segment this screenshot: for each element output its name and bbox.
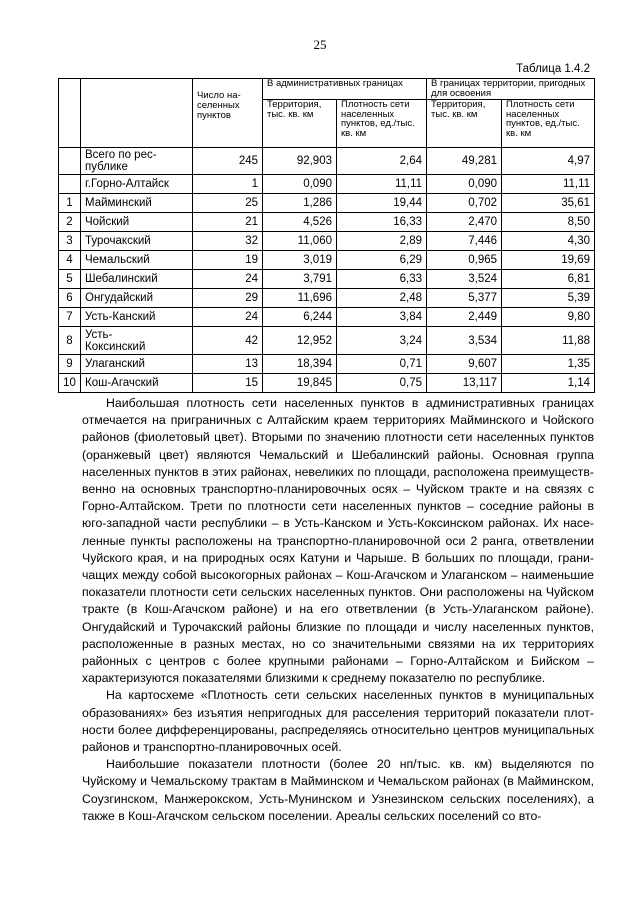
row-density-dev: 9,80 — [502, 308, 595, 327]
row-index: 8 — [59, 327, 81, 355]
row-area-dev: 5,377 — [427, 289, 502, 308]
header-territory-admin: Территория, тыс. кв. км — [263, 100, 337, 148]
row-name: Улаганский — [81, 355, 193, 374]
row-density-admin: 6,33 — [337, 270, 427, 289]
row-area-dev: 0,702 — [427, 194, 502, 213]
paragraph: Наибольшая плотность сети населенных пунктов в административных границах отмечается на приграничных с Алтайским краем территориях Майминского и Чойского районов (фиолетовый цвет). Вторыми по значению плотности сети населенных пунктов (оранжевый цвет) являются Чемальский и Шебалинский районы. Основная группа населенных пунктов в этих районах, невеликих по площади, расположена преимуществвенно на основных транспортно-планировочных осях – Чуйском тракте и на связях с Горно-Алтайском. Трети по плотности сети населенных пунктов – соседние районы в юго-западной части республики – в Усть-Канском и Усть-Коксинском районах. Их населенные пункты расположены на транспортно-планировочной оси 2 ранга, ответвлении Чуйского края, и на природных осях Катуни и Чарыше. В больших по площади, граничащих между собой высокогорных районах – Кош-Агачском и Улаганском – наименьшие показатели плотности сети сельских населенных пунктов. Они расположены на Чуйском тракте (в Кош-Агачском районе) и на его ответвлении (в Усть-Улаганском районе). Онгудайский и Турочакский районы близкие по площади и числу населенных пунктов, расположенные в разных местах, но со значительными связями на их территориях районных с центров с более крупными районами – Горно-Алтайском и Бийском – характеризуются показателями близкими к среднему показателю по республике. — [82, 396, 594, 686]
row-name: Турочакский — [81, 232, 193, 251]
row-density-admin: 19,44 — [337, 194, 427, 213]
row-area-dev: 13,117 — [427, 374, 502, 393]
header-index-cell — [59, 79, 81, 148]
row-density-dev: 11,11 — [502, 175, 595, 194]
row-area-admin: 3,791 — [263, 270, 337, 289]
table-row — [59, 327, 595, 355]
row-name: Усть-Канский — [81, 308, 193, 327]
row-name: Онгудайский — [81, 289, 193, 308]
row-index: 1 — [59, 194, 81, 213]
row-area-admin: 1,286 — [263, 194, 337, 213]
header-dev-group: В границах территории, пригодных для освоения — [427, 79, 595, 100]
header-count: Число населенных пунктов — [193, 79, 263, 148]
paragraph: На картосхеме «Плотность сети сельских населенных пунктов в муниципальных образованиях» без изъятия непригодных для расселения территорий показатели плотности более дифференцированы, распределяясь относительно центров муниципальных районов и транспортно-планировочных осей. — [82, 688, 594, 755]
row-count: 24 — [193, 270, 263, 289]
header-admin-group: В административных границах — [263, 79, 427, 100]
row-index — [59, 148, 81, 175]
row-index: 10 — [59, 374, 81, 393]
row-area-admin: 4,526 — [263, 213, 337, 232]
row-name: Кош-Агачский — [81, 374, 193, 393]
row-name: Шебалинский — [81, 270, 193, 289]
row-count: 24 — [193, 308, 263, 327]
header-territory-dev: Территория, тыс. кв. км — [427, 100, 502, 148]
row-density-dev: 1,14 — [502, 374, 595, 393]
table-row — [59, 194, 595, 213]
row-density-dev: 6,81 — [502, 270, 595, 289]
row-density-admin: 16,33 — [337, 213, 427, 232]
row-count: 19 — [193, 251, 263, 270]
row-area-dev: 49,281 — [427, 148, 502, 175]
row-density-dev: 35,61 — [502, 194, 595, 213]
row-density-admin: 11,11 — [337, 175, 427, 194]
density-table — [58, 78, 595, 393]
row-density-dev: 8,50 — [502, 213, 595, 232]
row-area-admin: 11,696 — [263, 289, 337, 308]
row-area-admin: 6,244 — [263, 308, 337, 327]
row-count: 21 — [193, 213, 263, 232]
row-area-dev: 0,090 — [427, 175, 502, 194]
row-density-dev: 4,97 — [502, 148, 595, 175]
row-index: 6 — [59, 289, 81, 308]
row-name: Чойский — [81, 213, 193, 232]
row-area-dev: 2,470 — [427, 213, 502, 232]
row-name: Чемальский — [81, 251, 193, 270]
row-index: 5 — [59, 270, 81, 289]
table-row — [59, 148, 595, 175]
table-caption: Таблица 1.4.2 — [516, 63, 590, 75]
row-count: 42 — [193, 327, 263, 355]
table-row — [59, 270, 595, 289]
row-index: 3 — [59, 232, 81, 251]
body-text — [82, 395, 594, 825]
paragraph: Наибольшие показатели плотности (более 20 нп/тыс. кв. км) выделяются по Чуйскому и Чемальскому трактам в Майминском и Чемальском районах (в Майминском, Соузгинском, Манжерокском, Усть-Мунинском и Узнезинском сельских поселениях), а также в Кош-Агачском сельском поселении. Ареалы сельских поселений со вто- — [82, 757, 594, 823]
row-density-admin: 2,64 — [337, 148, 427, 175]
row-density-admin: 0,75 — [337, 374, 427, 393]
row-area-dev: 7,446 — [427, 232, 502, 251]
row-name: Усть-Коксинский — [81, 327, 193, 355]
row-area-admin: 12,952 — [263, 327, 337, 355]
row-name: Всего по республике — [81, 148, 193, 175]
table-row — [59, 374, 595, 393]
header-density-dev: Плотность сети населенных пунктов, ед./тыс. кв. км — [502, 100, 595, 148]
row-count: 15 — [193, 374, 263, 393]
row-density-dev: 11,88 — [502, 327, 595, 355]
header-density-admin: Плотность сети населенных пунктов, ед./тыс. кв. км — [337, 100, 427, 148]
row-area-admin: 11,060 — [263, 232, 337, 251]
row-density-admin: 6,29 — [337, 251, 427, 270]
row-density-admin: 0,71 — [337, 355, 427, 374]
row-index — [59, 175, 81, 194]
row-count: 29 — [193, 289, 263, 308]
row-area-admin: 18,394 — [263, 355, 337, 374]
row-name: г.Горно-Алтайск — [81, 175, 193, 194]
table-row — [59, 355, 595, 374]
table-row — [59, 213, 595, 232]
row-name: Майминский — [81, 194, 193, 213]
table-row — [59, 289, 595, 308]
row-count: 25 — [193, 194, 263, 213]
table-row — [59, 175, 595, 194]
table-row — [59, 251, 595, 270]
header-name-cell — [81, 79, 193, 148]
row-density-dev: 19,69 — [502, 251, 595, 270]
row-count: 245 — [193, 148, 263, 175]
table-row — [59, 232, 595, 251]
row-area-admin: 0,090 — [263, 175, 337, 194]
row-density-dev: 5,39 — [502, 289, 595, 308]
row-density-admin: 3,24 — [337, 327, 427, 355]
row-area-dev: 0,965 — [427, 251, 502, 270]
row-density-dev: 1,35 — [502, 355, 595, 374]
row-index: 4 — [59, 251, 81, 270]
row-area-dev: 2,449 — [427, 308, 502, 327]
row-area-admin: 3,019 — [263, 251, 337, 270]
row-index: 9 — [59, 355, 81, 374]
row-density-admin: 2,89 — [337, 232, 427, 251]
row-count: 13 — [193, 355, 263, 374]
row-area-dev: 3,524 — [427, 270, 502, 289]
row-count: 1 — [193, 175, 263, 194]
row-density-admin: 3,84 — [337, 308, 427, 327]
row-index: 7 — [59, 308, 81, 327]
table-header-row — [59, 79, 595, 100]
row-density-admin: 2,48 — [337, 289, 427, 308]
row-area-dev: 9,607 — [427, 355, 502, 374]
row-area-admin: 19,845 — [263, 374, 337, 393]
row-index: 2 — [59, 213, 81, 232]
table-row — [59, 308, 595, 327]
row-count: 32 — [193, 232, 263, 251]
page-number: 25 — [313, 37, 327, 52]
row-area-dev: 3,534 — [427, 327, 502, 355]
row-density-dev: 4,30 — [502, 232, 595, 251]
row-area-admin: 92,903 — [263, 148, 337, 175]
